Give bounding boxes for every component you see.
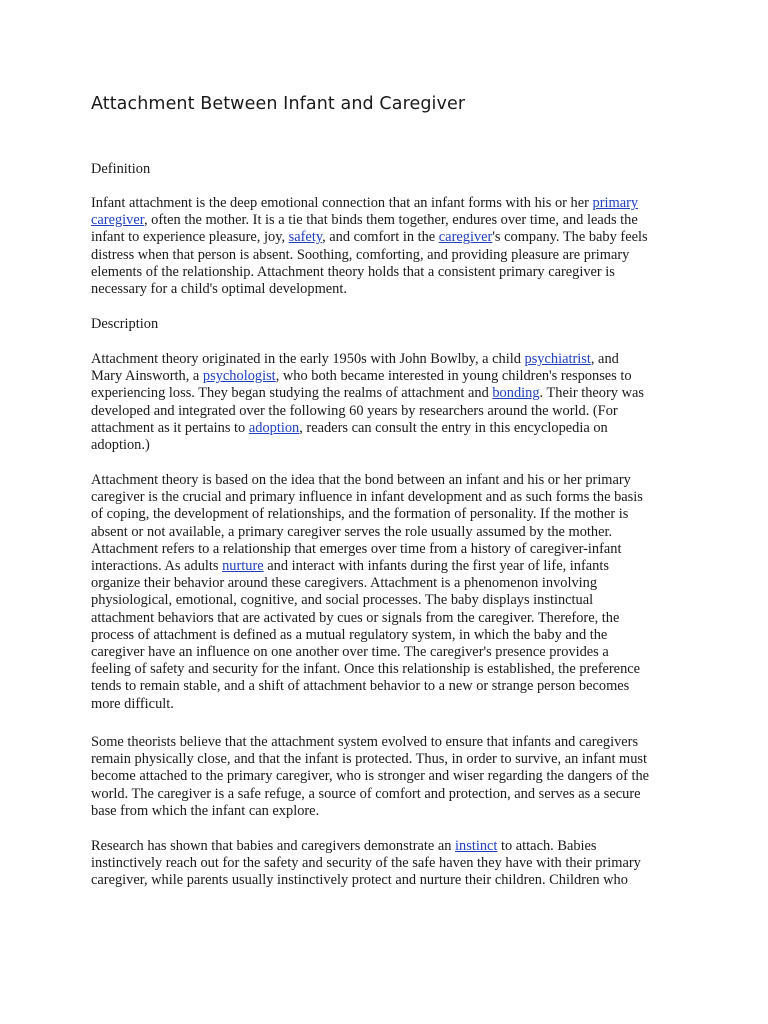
definition-paragraph xyxy=(91,195,681,298)
link-caregiver-company[interactable]: caregiver xyxy=(438,229,493,246)
text-line: caregiver, often the mother. It is a tie that binds them together, endures over time, and leads the xyxy=(91,212,638,229)
text-line: caregiver have an influence on one another over time. The caregiver's presence provides a xyxy=(91,644,609,661)
text-line: necessary for a child's optimal development. xyxy=(91,281,347,298)
definition-heading: Definition xyxy=(91,161,151,177)
description-paragraph-2 xyxy=(91,472,681,713)
description-heading: Description xyxy=(91,316,159,332)
link-safety[interactable]: safety xyxy=(288,229,323,246)
text-line: of coping, the development of relationships, and the formation of personality. If the mother is xyxy=(91,506,629,523)
text-line: remain physically close, and that the infant is protected. Thus, in order to survive, an infant must xyxy=(91,751,648,768)
description-paragraph-4 xyxy=(91,838,681,890)
description-paragraph-3 xyxy=(91,734,681,820)
text-line: absent or not available, a primary caregiver serves the role usually assumed by the mother. xyxy=(91,523,613,540)
text-line: organize their behavior around these caregivers. Attachment is a phenomenon involving xyxy=(91,575,598,592)
text-line: Research has shown that babies and caregivers demonstrate an instinct to attach. Babies xyxy=(91,838,597,854)
text-line: experiencing loss. They began studying the realms of attachment and bonding. Their theory was xyxy=(91,385,644,402)
link-caregiver[interactable]: caregiver xyxy=(91,212,144,229)
text-line: distress when that person is absent. Soothing, comforting, and providing pleasure are primary xyxy=(91,246,630,263)
text-line: Some theorists believe that the attachment system evolved to ensure that infants and caregivers xyxy=(91,734,639,750)
text-line: elements of the relationship. Attachment theory holds that a consistent primary caregiver is xyxy=(91,263,615,280)
document-title: Attachment Between Infant and Caregiver xyxy=(91,94,466,114)
text-line: interactions. As adults nurture and interact with infants during the first year of life, infants xyxy=(91,558,609,575)
text-line: tends to remain stable, and a shift of attachment behavior to a new or strange person becomes xyxy=(91,678,630,695)
text-line: Mary Ainsworth, a psychologist, who both became interested in young children's responses to xyxy=(91,368,632,385)
text-line: world. The caregiver is a safe refuge, a source of comfort and protection, and serves as a secure xyxy=(91,785,641,802)
link-adoption[interactable]: adoption xyxy=(248,419,300,436)
text-line: caregiver, while parents usually instinctively protect and nurture their children. Children who xyxy=(91,872,628,889)
text-line: Attachment theory is based on the idea that the bond between an infant and his or her primary xyxy=(91,472,631,488)
link-bonding[interactable]: bonding xyxy=(492,385,540,402)
link-primary[interactable]: primary xyxy=(592,195,639,211)
text-line: attachment behaviors that are activated by cues or signals from the caregiver. Therefore, the xyxy=(91,609,620,626)
text-line: Attachment refers to a relationship that emerges over time from a history of caregiver-infant xyxy=(91,540,622,557)
link-psychiatrist[interactable]: psychiatrist xyxy=(524,351,591,367)
text-line: developed and integrated over the following 60 years by researchers around the world. (For xyxy=(91,402,618,419)
text-line: caregiver is the crucial and primary influence in infant development and as such forms the basis xyxy=(91,489,643,506)
text-line: attachment as it pertains to adoption, readers can consult the entry in this encyclopedia on xyxy=(91,419,608,436)
text-line: adoption.) xyxy=(91,437,150,454)
link-psychologist[interactable]: psychologist xyxy=(202,368,276,385)
text-line: Attachment theory originated in the early 1950s with John Bowlby, a child psychiatrist, and xyxy=(91,351,619,367)
link-nurture[interactable]: nurture xyxy=(222,558,264,575)
text-line: become attached to the primary caregiver, who is stronger and wiser regarding the dangers of the xyxy=(91,768,650,785)
text-line: infant to experience pleasure, joy, safety, and comfort in the caregiver's company. The baby feels xyxy=(91,229,648,246)
text-line: base from which the infant can explore. xyxy=(91,802,320,819)
text-line: instinctively reach out for the safety and security of the safe haven they have with their primary xyxy=(91,855,641,872)
text-line: more difficult. xyxy=(91,695,174,712)
text-line: feeling of safety and security for the infant. Once this relationship is established, the preference xyxy=(91,661,641,678)
text-line: physiological, emotional, cognitive, and social processes. The baby displays instinctual xyxy=(91,592,594,609)
link-instinct[interactable]: instinct xyxy=(455,838,498,854)
text-line: process of attachment is defined as a mutual regulatory system, in which the baby and the xyxy=(91,626,608,643)
text-line: Infant attachment is the deep emotional connection that an infant forms with his or her primary xyxy=(91,195,639,211)
description-paragraph-1 xyxy=(91,351,681,454)
